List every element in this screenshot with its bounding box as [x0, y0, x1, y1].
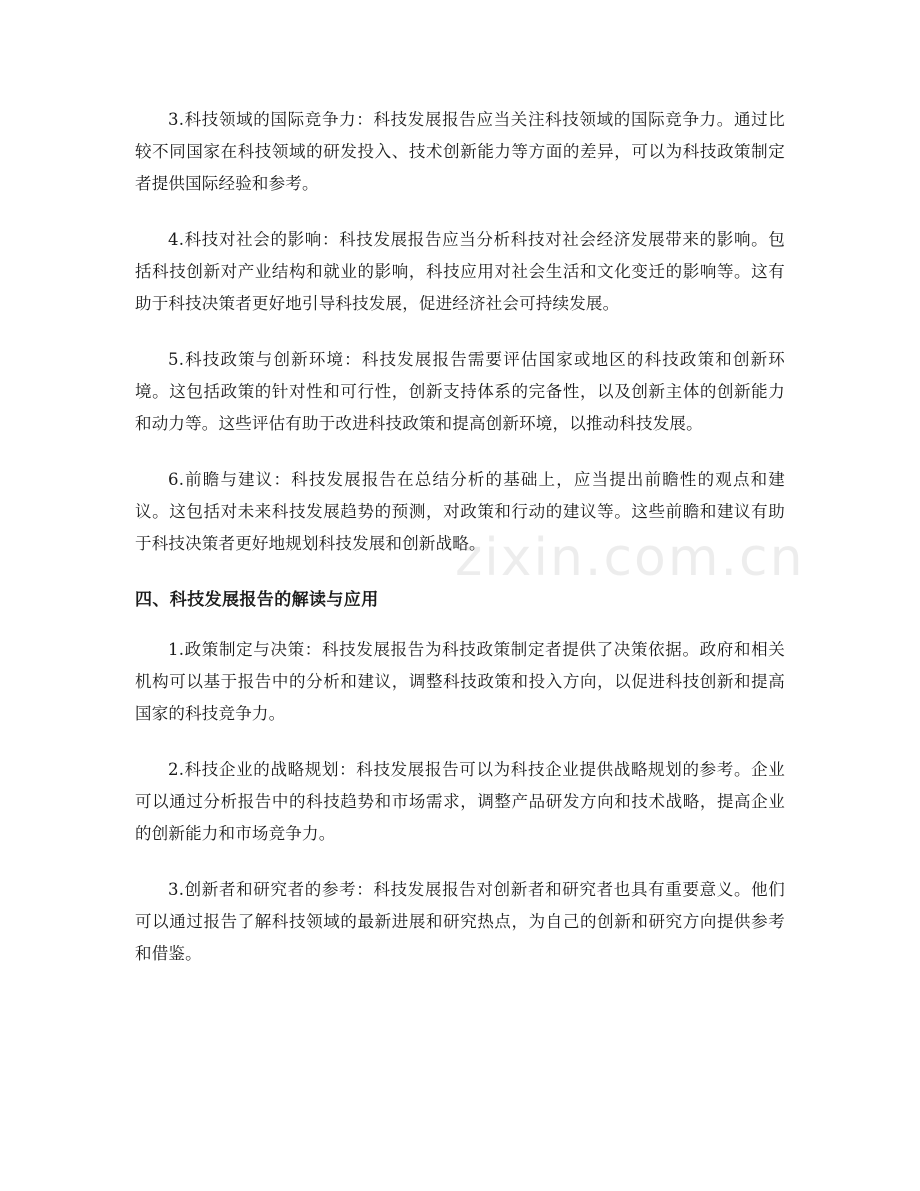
paragraph-international-competitiveness: 3.科技领域的国际竞争力：科技发展报告应当关注科技领域的国际竞争力。通过比较不同国家在科技领域的研发投入、技术创新能力等方面的差异，可以为科技政策制定者提供国际经验和参考。 [135, 110, 785, 193]
paragraph-policy-environment: 5.科技政策与创新环境：科技发展报告需要评估国家或地区的科技政策和创新环境。这包括政策的针对性和可行性，创新支持体系的完备性，以及创新主体的创新能力和动力等。这些评估有助于改进科技政策和提高创新环境，以推动科技发展。 [135, 350, 785, 433]
section-heading: 四、科技发展报告的解读与应用 [135, 590, 379, 610]
watermark-text: zixin.com.cn [455, 528, 805, 588]
paragraph-researcher-reference: 3.创新者和研究者的参考：科技发展报告对创新者和研究者也具有重要意义。他们可以通过报告了解科技领域的最新进展和研究热点，为自己的创新和研究方向提供参考和借鉴。 [135, 880, 785, 963]
paragraph-outlook-suggestions: 6.前瞻与建议：科技发展报告在总结分析的基础上，应当提出前瞻性的观点和建议。这包括对未来科技发展趋势的预测，对政策和行动的建议等。这些前瞻和建议有助于科技决策者更好地规划科技发展和创新战略。 [135, 470, 785, 553]
document-body [135, 104, 785, 994]
paragraph-policy-making: 1.政策制定与决策：科技发展报告为科技政策制定者提供了决策依据。政府和相关机构可以基于报告中的分析和建议，调整科技政策和投入方向，以促进科技创新和提高国家的科技竞争力。 [135, 640, 785, 723]
paragraph-enterprise-strategy: 2.科技企业的战略规划：科技发展报告可以为科技企业提供战略规划的参考。企业可以通过分析报告中的科技趋势和市场需求，调整产品研发方向和技术战略，提高企业的创新能力和市场竞争力。 [135, 760, 785, 843]
paragraph-social-impact: 4.科技对社会的影响：科技发展报告应当分析科技对社会经济发展带来的影响。包括科技创新对产业结构和就业的影响，科技应用对社会生活和文化变迁的影响等。这有助于科技决策者更好地引导科技发展，促进经济社会可持续发展。 [135, 230, 785, 313]
